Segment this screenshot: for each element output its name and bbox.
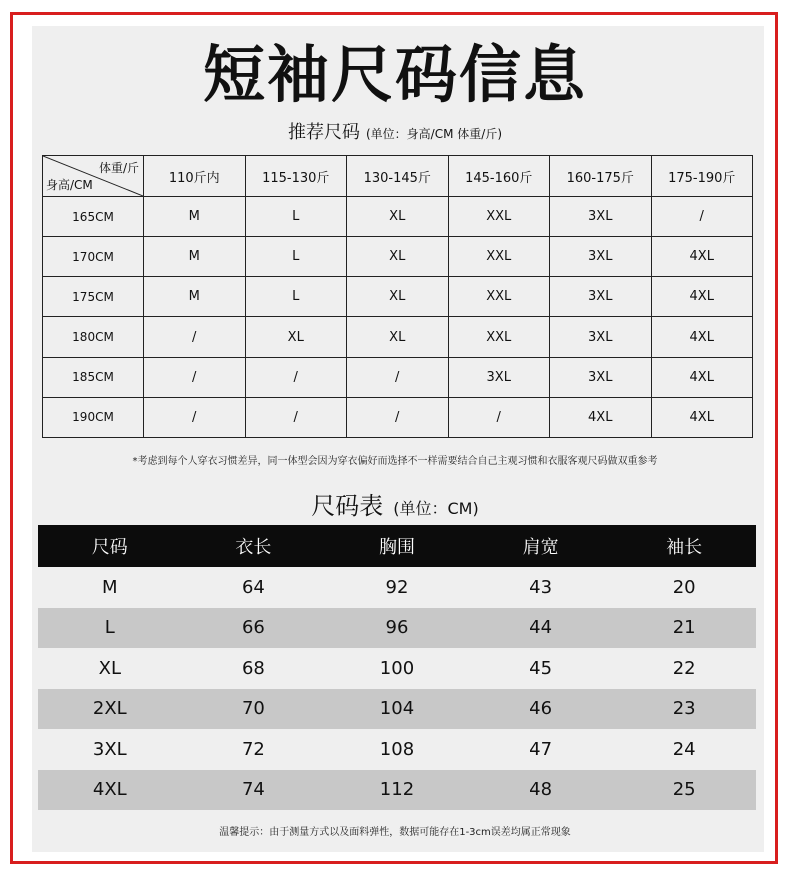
size-chart-cell: 48 <box>529 779 553 801</box>
size-cell: 4XL <box>651 277 753 317</box>
weight-header-cell: 145-160斤 <box>448 156 550 197</box>
recommend-row <box>43 237 753 277</box>
size-chart-cell: 43 <box>529 576 553 598</box>
recommend-row <box>43 357 753 397</box>
size-cell: 4XL <box>651 397 753 437</box>
size-cell: / <box>144 317 246 357</box>
size-chart-cell: 68 <box>241 657 265 679</box>
size-chart-row <box>38 648 756 689</box>
size-chart-cell: 25 <box>672 779 696 801</box>
size-cell: 3XL <box>448 357 550 397</box>
size-chart-row <box>38 770 756 811</box>
weight-axis-label: 体重/斤 <box>98 161 139 175</box>
size-chart-cell: 24 <box>672 738 696 760</box>
column-header: 胸围 <box>378 537 415 558</box>
recommend-heading-text: 推荐尺码 <box>288 122 360 143</box>
size-cell: XL <box>245 317 347 357</box>
size-cell: L <box>245 237 347 277</box>
size-cell: / <box>144 357 246 397</box>
size-cell: / <box>347 397 449 437</box>
size-chart-heading-text: 尺码表 <box>311 492 384 520</box>
size-chart-cell: 66 <box>241 617 265 639</box>
size-chart-cell: 46 <box>529 698 553 720</box>
size-cell: 4XL <box>550 397 652 437</box>
size-chart-unit-text: (单位：CM) <box>393 499 479 518</box>
size-cell: / <box>245 357 347 397</box>
size-chart-cell: 64 <box>241 576 265 598</box>
size-cell: / <box>651 197 753 237</box>
size-chart-cell: 74 <box>241 779 265 801</box>
size-chart-cell: 104 <box>379 698 415 720</box>
size-chart-cell: 3XL <box>92 738 127 760</box>
size-chart-cell: M <box>102 576 118 598</box>
page-title: 短袖尺码信息 <box>202 38 587 111</box>
weight-header-cell: 160-175斤 <box>550 156 652 197</box>
size-cell: L <box>245 197 347 237</box>
size-chart-cell: 47 <box>529 738 553 760</box>
recommend-header-row <box>43 156 753 197</box>
size-cell: / <box>245 397 347 437</box>
size-cell: XXL <box>448 237 550 277</box>
size-cell: XL <box>347 197 449 237</box>
size-chart-cell: 4XL <box>92 779 127 801</box>
size-chart-row <box>38 608 756 649</box>
column-header: 衣长 <box>235 537 272 558</box>
recommend-row <box>43 397 753 437</box>
size-cell: XXL <box>448 197 550 237</box>
size-chart-cell: 2XL <box>92 698 127 720</box>
size-cell: 3XL <box>550 277 652 317</box>
height-cell: 190CM <box>43 397 144 437</box>
size-cell: XL <box>347 317 449 357</box>
size-cell: L <box>245 277 347 317</box>
size-chart-cell: 72 <box>241 738 265 760</box>
size-chart-cell: 20 <box>672 576 696 598</box>
column-header: 袖长 <box>666 537 703 558</box>
size-chart-row <box>38 729 756 770</box>
size-cell: / <box>144 397 246 437</box>
size-chart-table <box>38 525 756 810</box>
recommend-row <box>43 197 753 237</box>
size-chart-cell: 96 <box>385 617 409 639</box>
size-chart-cell: 70 <box>241 698 265 720</box>
size-cell: M <box>144 197 246 237</box>
size-cell: XL <box>347 277 449 317</box>
size-cell: 4XL <box>651 357 753 397</box>
height-cell: 175CM <box>43 277 144 317</box>
size-chart-cell: 108 <box>379 738 415 760</box>
recommend-size-table <box>42 155 753 438</box>
size-chart-row <box>38 567 756 608</box>
height-cell: 170CM <box>43 237 144 277</box>
size-cell: 4XL <box>651 237 753 277</box>
size-cell: M <box>144 237 246 277</box>
size-chart-row <box>38 689 756 730</box>
size-cell: 3XL <box>550 317 652 357</box>
size-chart-cell: 23 <box>672 698 696 720</box>
height-axis-label: 身高/CM <box>46 178 93 192</box>
recommend-unit-text: (单位：身高/CM 体重/斤) <box>366 127 502 141</box>
column-header: 肩宽 <box>522 537 559 558</box>
measurement-tip: 温馨提示：由于测量方式以及面料弹性，数据可能存在1-3cm误差均属正常现象 <box>219 827 571 838</box>
size-chart-cell: 45 <box>529 657 553 679</box>
weight-header-cell: 175-190斤 <box>651 156 753 197</box>
height-cell: 185CM <box>43 357 144 397</box>
size-cell: XXL <box>448 277 550 317</box>
size-cell: / <box>347 357 449 397</box>
size-chart-cell: 112 <box>379 779 415 801</box>
size-chart-heading <box>0 488 790 527</box>
size-cell: M <box>144 277 246 317</box>
fit-note: *考虑到每个人穿衣习惯差异，同一体型会因为穿衣偏好而选择不一样需要结合自己主观习惯和衣服客观尺码做双重参考 <box>132 456 658 467</box>
size-chart-cell: 21 <box>672 617 696 639</box>
size-cell: 3XL <box>550 197 652 237</box>
recommend-row <box>43 317 753 357</box>
weight-header-cell: 110斤内 <box>144 156 246 197</box>
size-chart-cell: 100 <box>379 657 415 679</box>
height-cell: 180CM <box>43 317 144 357</box>
size-chart-cell: 22 <box>672 657 696 679</box>
corner-diagonal-cell <box>43 156 144 197</box>
size-chart-cell: 92 <box>385 576 409 598</box>
recommend-row <box>43 277 753 317</box>
size-cell: 3XL <box>550 237 652 277</box>
size-cell: XXL <box>448 317 550 357</box>
weight-header-cell: 130-145斤 <box>347 156 449 197</box>
height-cell: 165CM <box>43 197 144 237</box>
size-chart-cell: 44 <box>529 617 553 639</box>
size-cell: XL <box>347 237 449 277</box>
recommend-heading <box>0 118 790 149</box>
size-chart-cell: XL <box>98 657 121 679</box>
size-cell: 4XL <box>651 317 753 357</box>
column-header: 尺码 <box>91 537 128 558</box>
size-chart-header-row <box>38 525 756 567</box>
weight-header-cell: 115-130斤 <box>245 156 347 197</box>
size-cell: / <box>448 397 550 437</box>
size-cell: 3XL <box>550 357 652 397</box>
size-chart-cell: L <box>104 617 115 639</box>
